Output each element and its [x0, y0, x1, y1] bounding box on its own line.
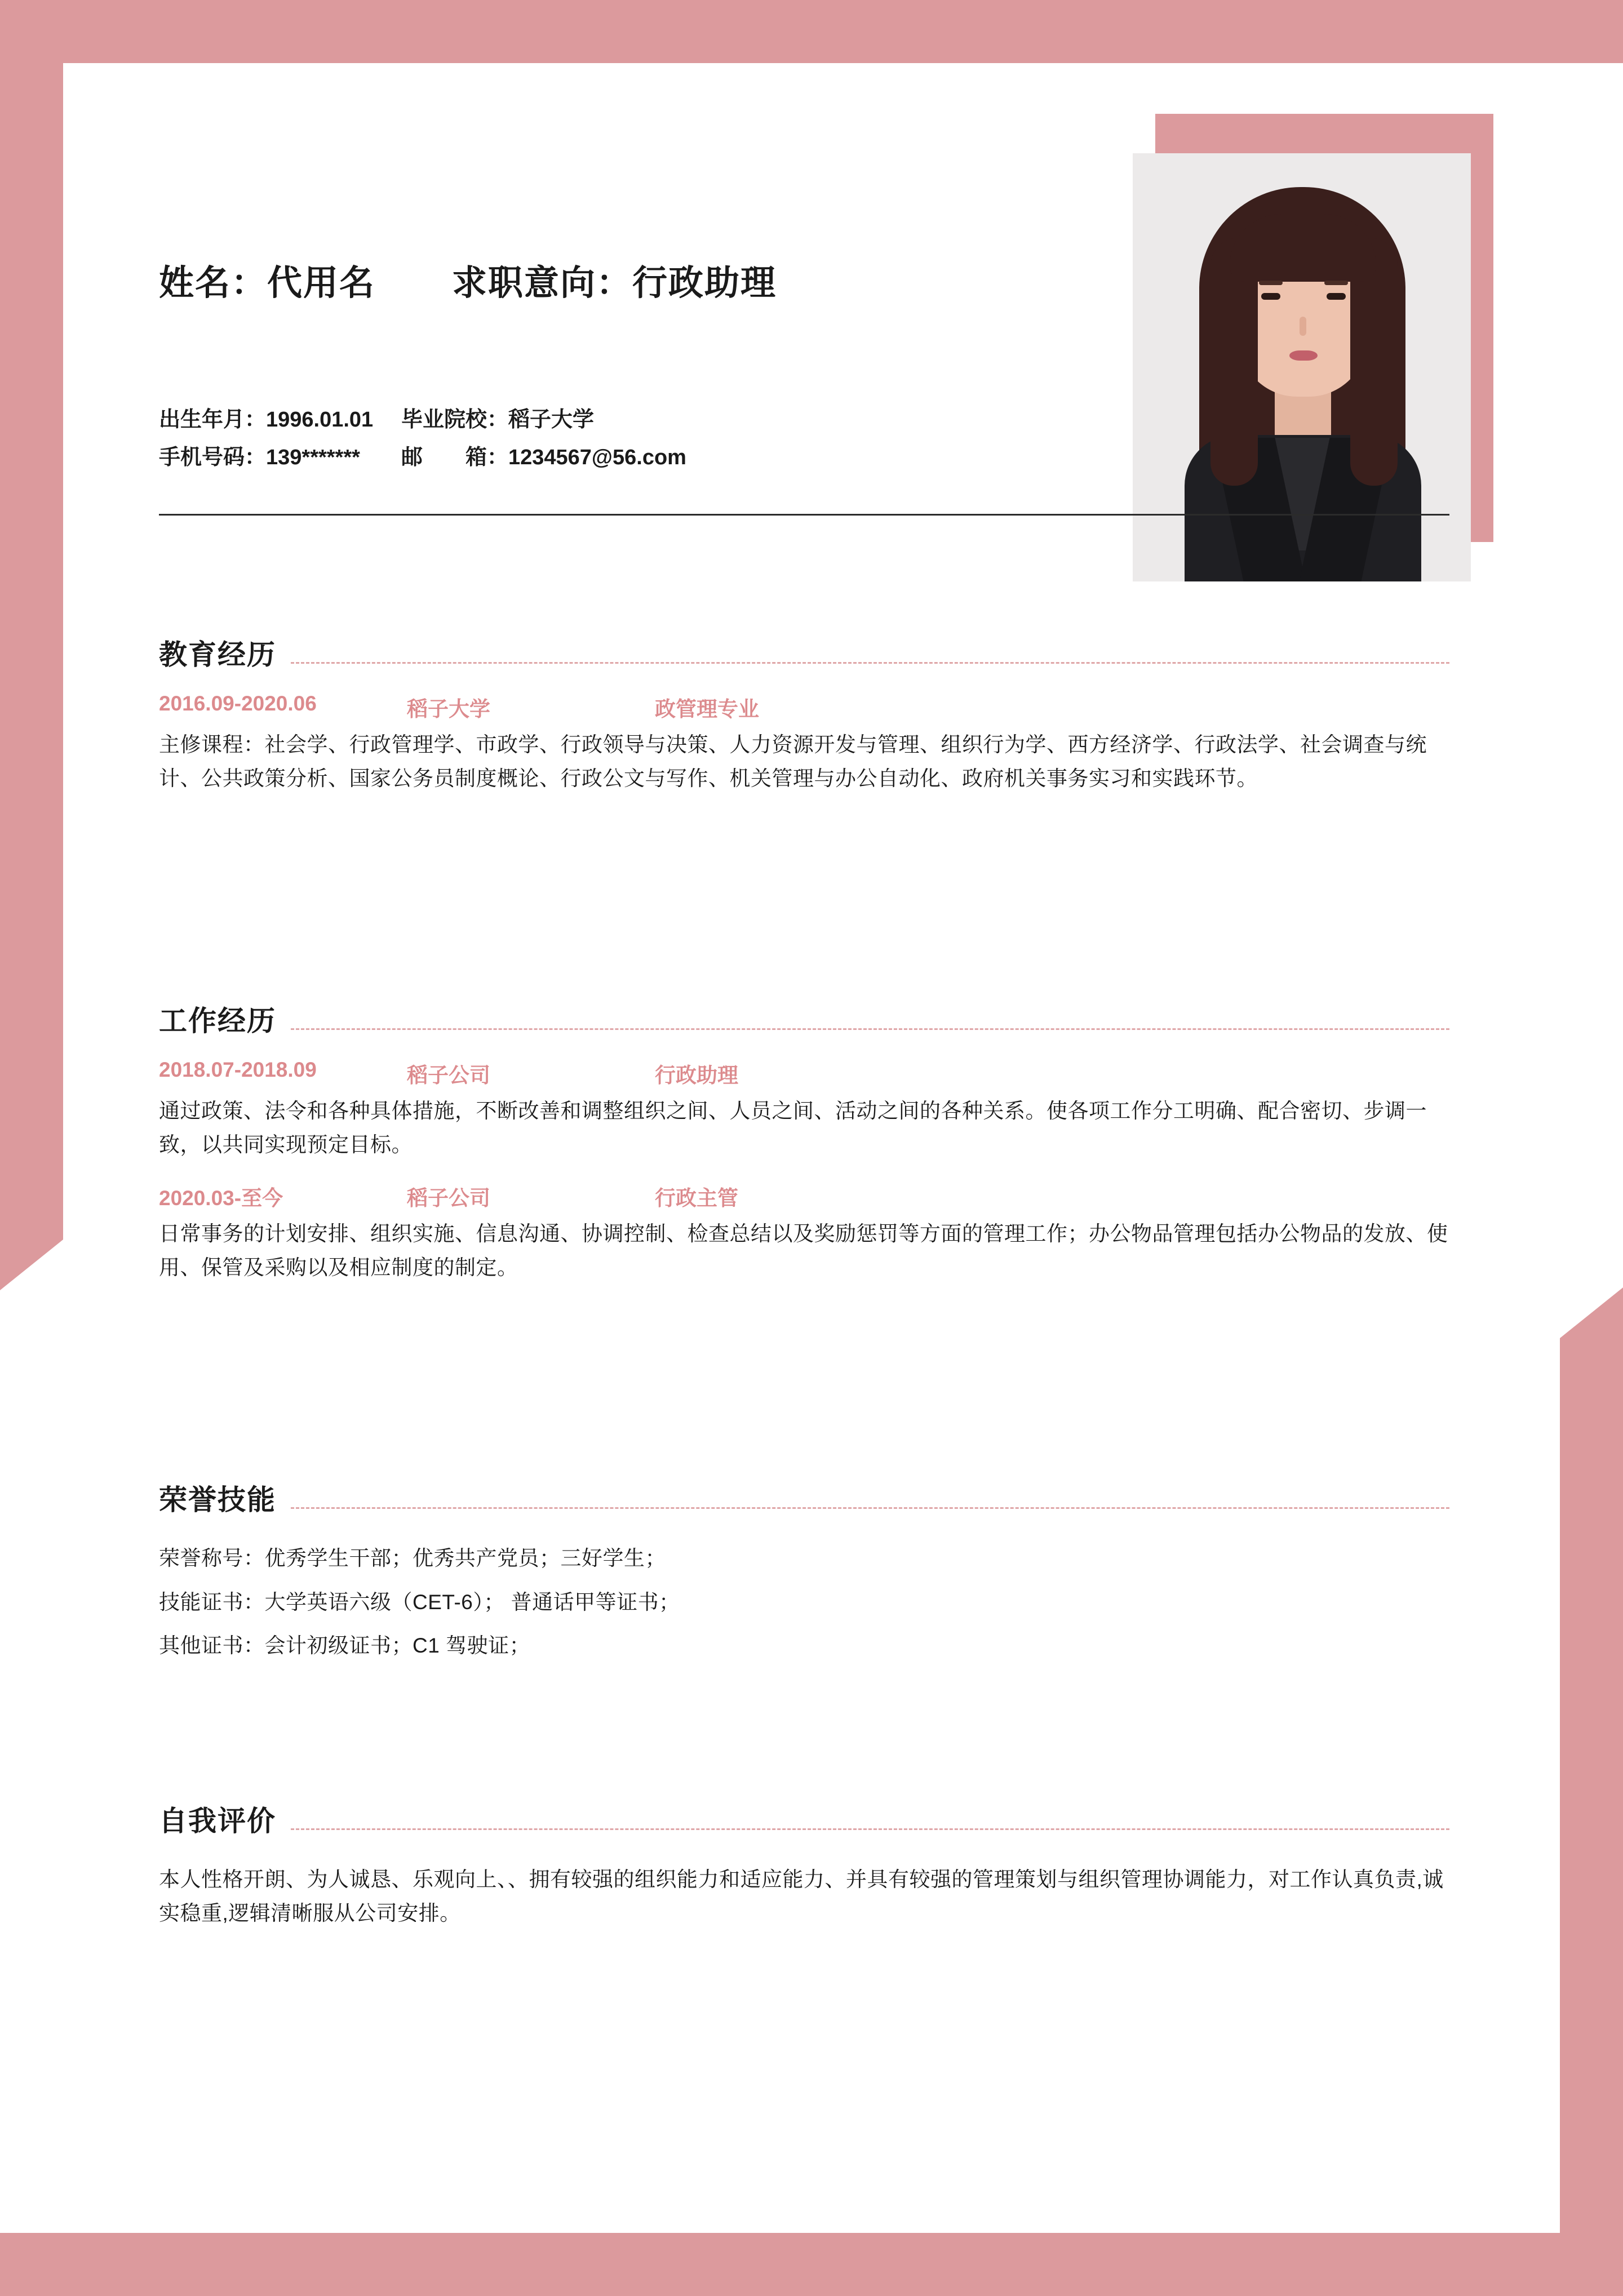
avatar: [1133, 153, 1471, 581]
section-self-evaluation: [159, 1798, 1449, 1930]
section-title-honors: 荣誉技能: [159, 1484, 276, 1516]
applicant-name: 姓名：代用名: [159, 264, 376, 303]
basic-info: [159, 401, 1117, 476]
school: 毕业院校：稻子大学: [401, 408, 595, 432]
section-header: [159, 1798, 1449, 1839]
section-divider: [291, 1028, 1449, 1030]
birth-date: 出生年月：1996.01.01: [159, 408, 374, 432]
work-role: 行政助理: [655, 1064, 738, 1087]
certificate-line: 其他证书：会计初级证书；C1 驾驶证；: [159, 1634, 531, 1658]
education-entry-header: [159, 692, 1449, 722]
phone-number: 手机号码：139*******: [159, 445, 360, 469]
decorative-bottom-bar: [0, 2233, 1623, 2296]
photo-block: [1133, 114, 1493, 570]
section-header: [159, 998, 1449, 1039]
work-date: 2018.07-2018.09: [159, 1058, 317, 1081]
section-title-self: 自我评价: [159, 1805, 276, 1837]
section-divider: [291, 662, 1449, 664]
work-role: 行政主管: [655, 1186, 738, 1210]
education-major: 政管理专业: [655, 698, 759, 721]
section-honors: [159, 1477, 1449, 1664]
decorative-left-bar: [0, 0, 63, 1240]
decorative-right-bar: [1560, 1338, 1623, 2296]
section-header: [159, 632, 1449, 673]
section-work: [159, 998, 1449, 1285]
education-org: 稻子大学: [407, 698, 490, 721]
page-title: [159, 255, 1117, 305]
job-objective: 求职意向：行政助理: [452, 264, 777, 303]
work-date: 2020.03-至今: [159, 1186, 283, 1210]
section-divider: [291, 1828, 1449, 1830]
work-body: 通过政策、法令和各种具体措施，不断改善和调整组织之间、人员之间、活动之间的各种关系。使各项工作分工明确、配合密切、步调一致，以共同实现预定目标。: [159, 1099, 1427, 1156]
section-title-work: 工作经历: [159, 1005, 276, 1037]
decorative-top-bar: [0, 0, 1623, 63]
section-education: [159, 632, 1449, 796]
work-company: 稻子公司: [407, 1186, 490, 1210]
work-entry-header: [159, 1058, 1449, 1089]
education-body: 主修课程：社会学、行政管理学、市政学、行政领导与决策、人力资源开发与管理、组织行为学、西方经济学、行政法学、社会调查与统计、公共政策分析、国家公务员制度概论、行政公文与写作、机关管理与办公自动化、政府机关事务实习和实践环节。: [159, 733, 1427, 790]
work-company: 稻子公司: [407, 1064, 490, 1087]
work-entry-header: [159, 1181, 1449, 1211]
section-header: [159, 1477, 1449, 1518]
work-body: 日常事务的计划安排、组织实施、信息沟通、协调控制、检查总结以及奖励惩罚等方面的管理工作；办公物品管理包括办公物品的发放、使用、保管及采购以及相应制度的制定。: [159, 1222, 1448, 1279]
header-divider: [159, 514, 1449, 516]
info-row: [159, 439, 1117, 477]
resume-content: [63, 63, 1560, 2233]
honor-line: 荣誉称号：优秀学生干部；优秀共产党员；三好学生；: [159, 1547, 666, 1570]
section-divider: [291, 1507, 1449, 1509]
self-evaluation-body: 本人性格开朗、为人诚恳、乐观向上、、拥有较强的组织能力和适应能力、并具有较强的管理策划与组织管理协调能力，对工作认真负责,诚实稳重,逻辑清晰服从公司安排。: [159, 1868, 1444, 1925]
education-date: 2016.09-2020.06: [159, 692, 317, 715]
skill-line: 技能证书：大学英语六级（CET-6）； 普通话甲等证书；: [159, 1590, 680, 1614]
info-row: [159, 401, 1117, 439]
decorative-right-point: [1560, 1287, 1623, 1338]
email-address: 邮 箱：1234567@56.com: [401, 445, 686, 469]
decorative-left-point: [0, 1240, 63, 1290]
section-title-education: 教育经历: [159, 639, 276, 670]
